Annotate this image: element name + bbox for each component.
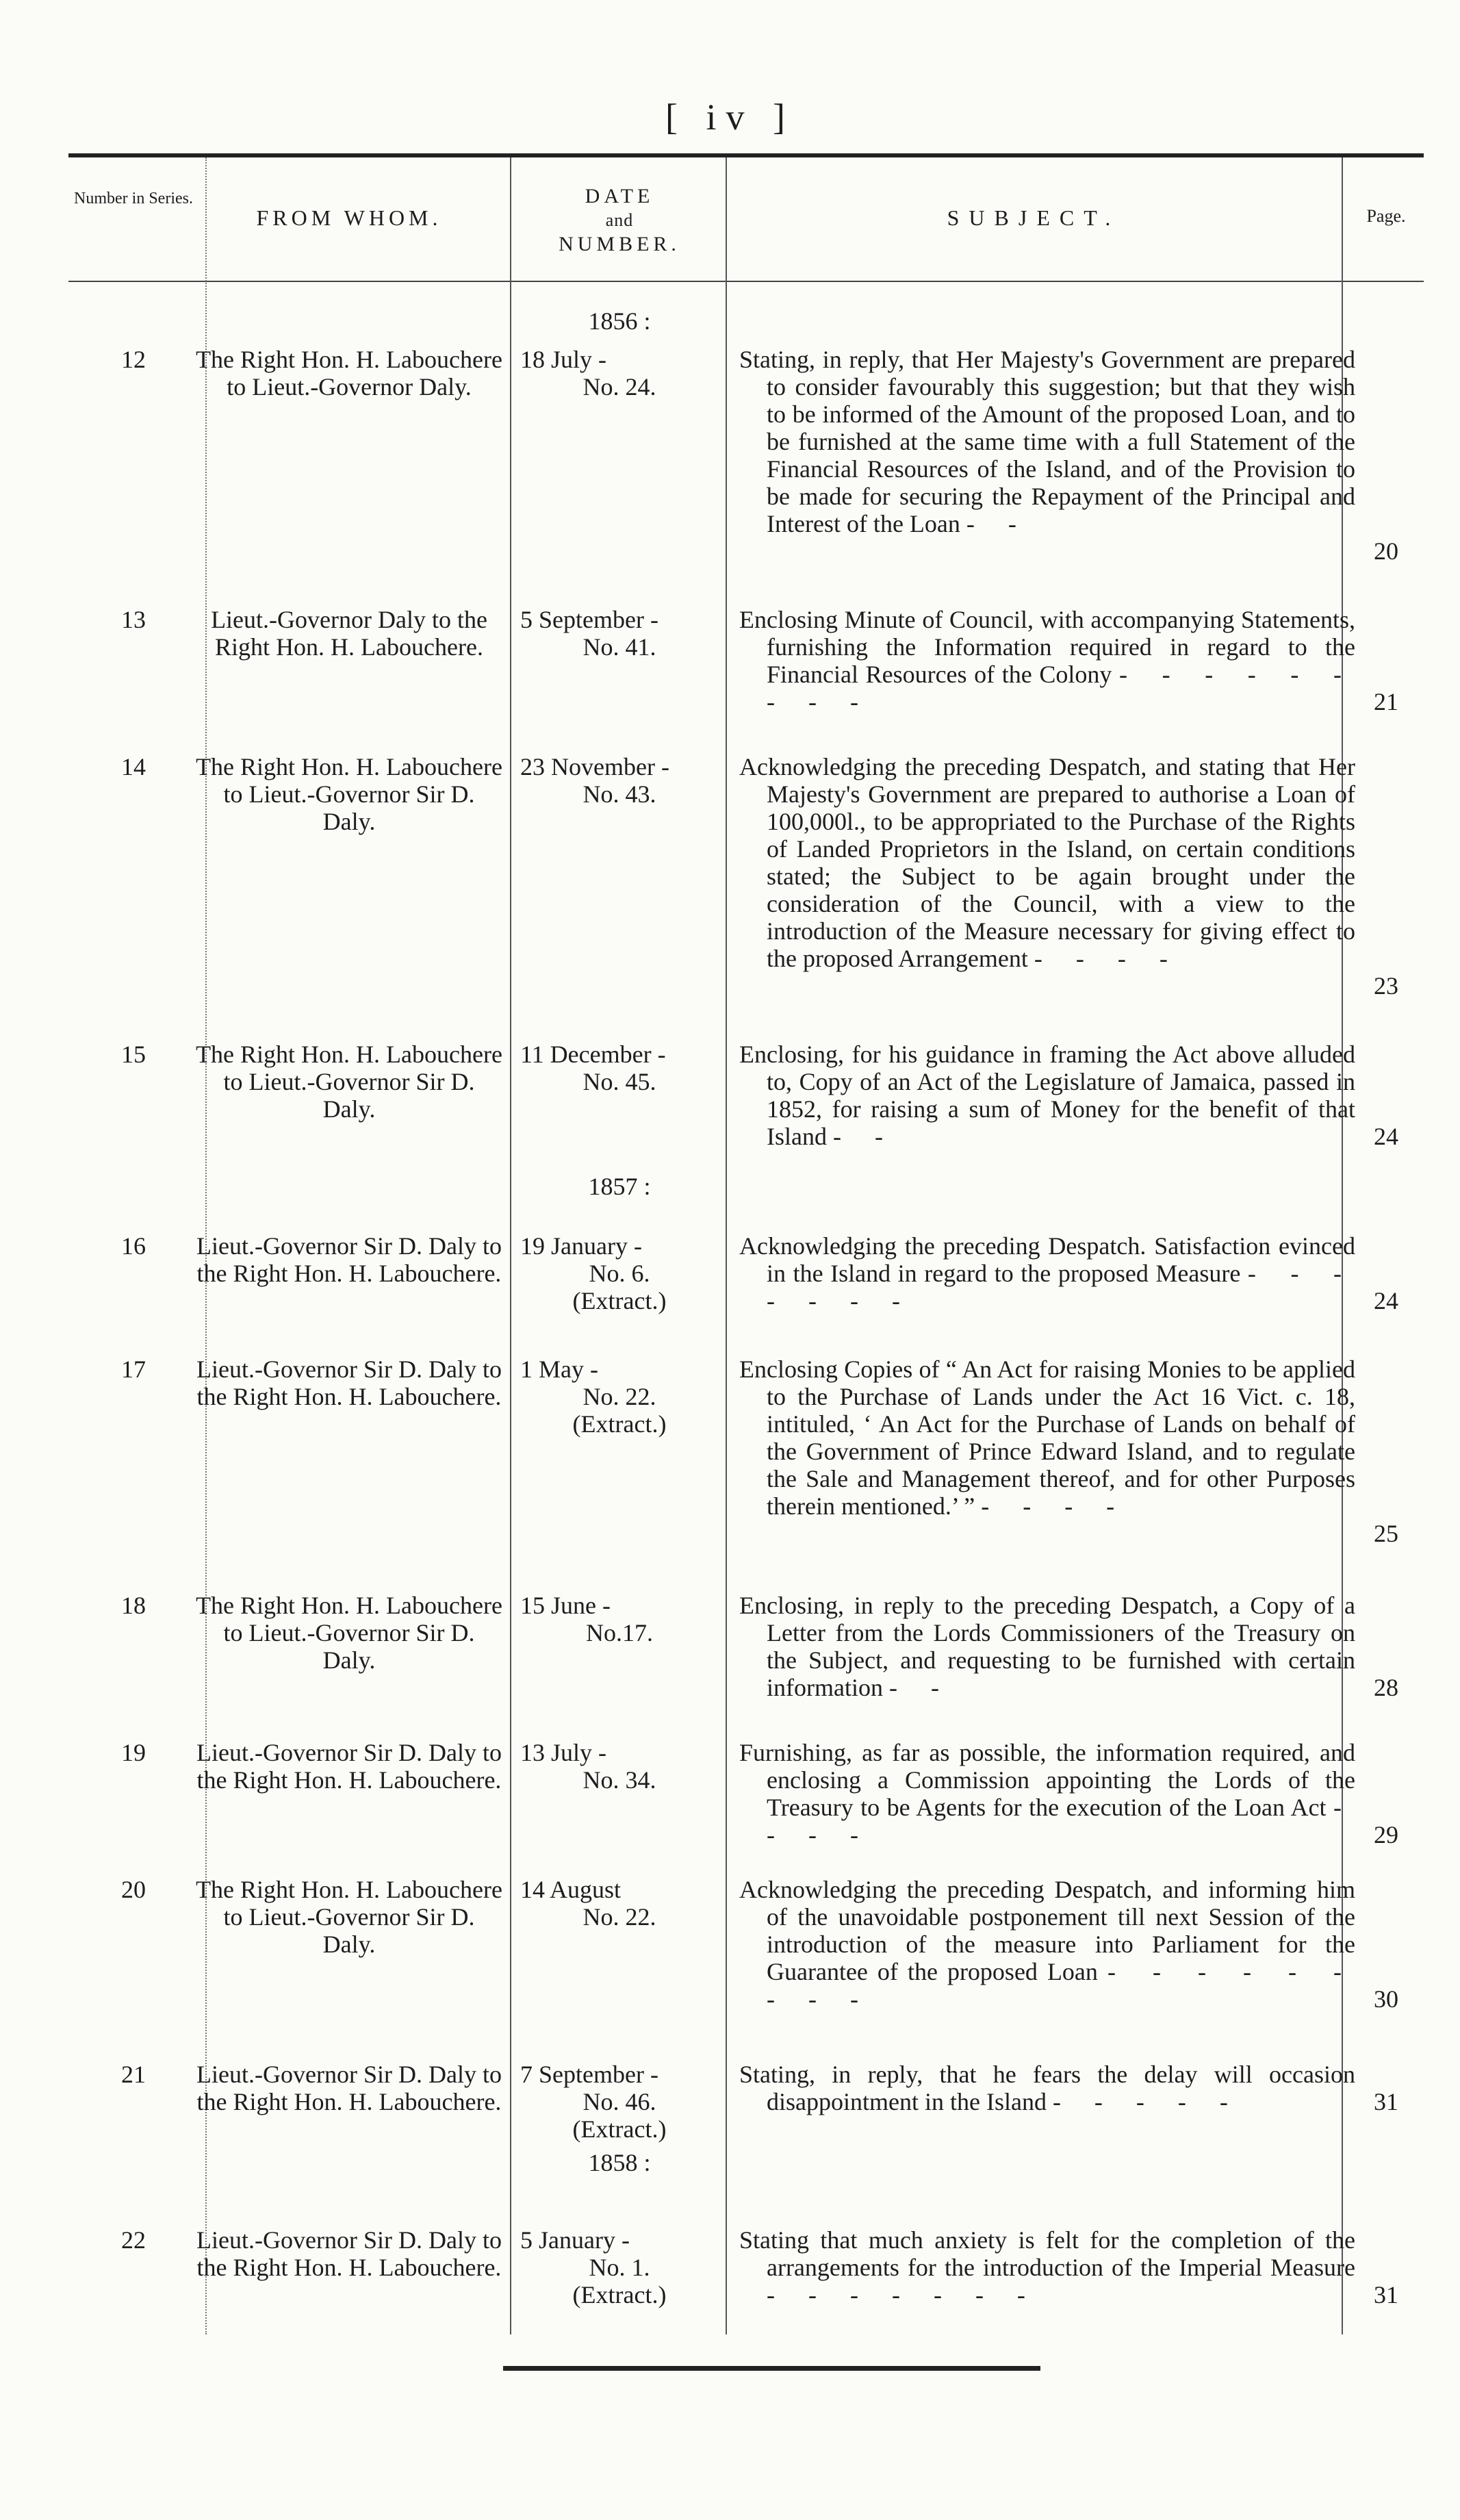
row-date-text: 19 January	[520, 1232, 628, 1260]
row-subject-text: Enclosing Copies of “ An Act for raising Monies to be applied to the Purchase of Lands under the Act 16 Vict. c. 18, intituled, ‘ An Act for the Purchase of Lands on behalf of the Government of Prince Edward Island, and to regulate the Sale and Management thereof, and for other Purposes therein mentioned.’ ”	[739, 1356, 1355, 1520]
row-page: 24	[1374, 1123, 1398, 1150]
row-extract-label: (Extract.)	[572, 1410, 667, 1438]
row-despatch-number: No.17.	[586, 1619, 653, 1646]
column-header-date-top: DATE	[585, 185, 654, 207]
row-date-text: 23 November	[520, 753, 655, 780]
row-number: 22	[121, 2226, 146, 2254]
row-date: 5 September - No. 41.	[520, 606, 719, 661]
row-date-text: 13 July	[520, 1739, 593, 1766]
row-page: 29	[1374, 1821, 1398, 1848]
year-heading: 1858 :	[588, 2149, 651, 2176]
row-subject-text: Acknowledging the preceding Despatch. Satisfaction evinced in the Island in regard to the proposed Measure	[739, 1232, 1355, 1287]
row-number: 20	[121, 1876, 146, 1903]
row-from: Lieut.-Governor Sir D. Daly to the Right Hon. H. Labouchere.	[196, 1739, 502, 1794]
row-from: Lieut.-Governor Sir D. Daly to the Right Hon. H. Labouchere.	[196, 1356, 502, 1410]
row-date: 15 June - No.17.	[520, 1592, 719, 1646]
row-number: 17	[121, 1356, 146, 1383]
row-subject-text: Stating that much anxiety is felt for the completion of the arrangements for the introduction of the Imperial Measure	[739, 2226, 1355, 2281]
row-page: 28	[1374, 1674, 1398, 1701]
row-subject: Enclosing, in reply to the preceding Despatch, a Copy of a Letter from the Lords Commissioners of the Treasury on the Subject, and requesting to be furnished with certain information - -	[739, 1592, 1355, 1701]
row-date: 7 September - No. 46. (Extract.)	[520, 2061, 719, 2143]
row-page: 25	[1374, 1520, 1398, 1547]
row-date: 5 January - No. 1. (Extract.)	[520, 2226, 719, 2308]
row-subject-text: Enclosing Minute of Council, with accompanying Statements, furnishing the Information required in regard to the Financial Resources of the Colony	[739, 606, 1355, 688]
row-subject-text: Stating, in reply, that Her Majesty's Government are prepared to consider favourably this suggestion; but that they wish to be informed of the Amount of the proposed Loan, and to be furnished at the same time with a full Statement of the Financial Resources of the Island, and of the Provision to be made for securing the Repayment of the Principal and Interest of the Loan	[739, 346, 1355, 537]
column-divider	[510, 157, 511, 2334]
row-page: 31	[1374, 2281, 1398, 2308]
row-date-text: 18 July	[520, 346, 593, 373]
row-number: 21	[121, 2061, 146, 2088]
row-despatch-number: No. 24.	[582, 373, 656, 400]
row-despatch-number: No. 41.	[582, 633, 656, 661]
row-from: The Right Hon. H. Labouchere to Lieut.-Governor Sir D. Daly.	[196, 1592, 502, 1674]
row-from: Lieut.-Governor Sir D. Daly to the Right Hon. H. Labouchere.	[196, 2226, 502, 2281]
row-number: 16	[121, 1232, 146, 1260]
row-subject-text: Furnishing, as far as possible, the information required, and enclosing a Commission appointing the Lords of the Treasury to be Agents for the execution of the Loan Act	[739, 1739, 1355, 1821]
row-despatch-number: No. 43.	[582, 780, 656, 808]
row-subject: Enclosing Minute of Council, with accompanying Statements, furnishing the Information required in regard to the Financial Resources of the Colony - - - - - - - - -	[739, 606, 1356, 715]
bottom-rule	[503, 2366, 1040, 2371]
row-subject: Acknowledging the preceding Despatch, and stating that Her Majesty's Government are prepared to authorise a Loan of 100,000l., to be appropriated to the Purchase of the Rights of Landed Proprietors in the Island, on certain conditions stated; the Subject to be again brought under the consideration of the Council, with a view to the introduction of the Measure necessary for giving effect to the proposed Arrangement - - - -	[739, 753, 1355, 972]
row-subject-text: Enclosing, for his guidance in framing the Act above alluded to, Copy of an Act of the Legislature of Jamaica, passed in 1852, for raising a sum of Money for the benefit of that Island	[739, 1041, 1355, 1150]
row-despatch-number: No. 34.	[582, 1766, 656, 1794]
column-header-subject: SUBJECT.	[947, 205, 1120, 230]
row-date: 13 July - No. 34.	[520, 1739, 719, 1794]
row-subject: Stating, in reply, that he fears the delay will occasion disappointment in the Island - - - - -	[739, 2061, 1355, 2115]
row-despatch-number: No. 6.	[589, 1260, 650, 1287]
row-page: 24	[1374, 1287, 1398, 1314]
column-header-page: Page.	[1366, 206, 1406, 226]
row-despatch-number: No. 45.	[582, 1068, 656, 1095]
row-extract-label: (Extract.)	[572, 1287, 667, 1314]
row-despatch-number: No. 46.	[582, 2088, 656, 2115]
row-despatch-number: No. 22.	[582, 1903, 656, 1931]
row-subject: Stating that much anxiety is felt for the completion of the arrangements for the introduction of the Imperial Measure - - - - - - -	[739, 2226, 1355, 2308]
row-from: The Right Hon. H. Labouchere to Lieut.-Governor Sir D. Daly.	[196, 1876, 502, 1958]
row-date: 11 December - No. 45.	[520, 1041, 719, 1095]
row-subject-text: Stating, in reply, that he fears the delay will occasion disappointment in the Island	[739, 2061, 1355, 2115]
row-number: 14	[121, 753, 146, 780]
page-number-header: [ iv ]	[665, 97, 795, 138]
row-from: Lieut.-Governor Sir D. Daly to the Right Hon. H. Labouchere.	[196, 2061, 502, 2115]
row-subject: Enclosing, for his guidance in framing the Act above alluded to, Copy of an Act of the Legislature of Jamaica, passed in 1852, for raising a sum of Money for the benefit of that Island - -	[739, 1041, 1355, 1150]
row-date: 1 May - No. 22. (Extract.)	[520, 1356, 719, 1438]
column-header-date-mid: and	[605, 209, 634, 230]
row-extract-label: (Extract.)	[572, 2281, 667, 2308]
row-from: Lieut.-Governor Sir D. Daly to the Right Hon. H. Labouchere.	[196, 1232, 502, 1287]
row-from: Lieut.-Governor Daly to the Right Hon. H. Labouchere.	[211, 606, 487, 661]
row-from: The Right Hon. H. Labouchere to Lieut.-Governor Sir D. Daly.	[196, 753, 502, 835]
year-heading: 1856 :	[588, 307, 651, 335]
row-date-text: 5 January	[520, 2226, 615, 2254]
row-page: 23	[1374, 972, 1398, 1000]
column-header-date	[517, 183, 722, 257]
row-date: 19 January - No. 6. (Extract.)	[520, 1232, 719, 1314]
row-number: 19	[121, 1739, 146, 1766]
header-rule	[68, 281, 1424, 282]
row-number: 15	[121, 1041, 146, 1068]
row-despatch-number: No. 22.	[582, 1383, 656, 1410]
column-divider	[726, 157, 727, 2334]
row-number: 13	[121, 606, 146, 633]
row-date-text: 5 September	[520, 606, 644, 633]
row-date: 23 November - No. 43.	[520, 753, 719, 808]
row-subject: Furnishing, as far as possible, the information required, and enclosing a Commission appointing the Lords of the Treasury to be Agents for the execution of the Loan Act - - - -	[739, 1739, 1356, 1848]
row-subject-text: Acknowledging the preceding Despatch, and informing him of the unavoidable postponement till next Session of the introduction of the measure into Parliament for the Guarantee of the proposed Loan	[739, 1876, 1355, 1985]
row-extract-label: (Extract.)	[572, 2115, 667, 2143]
row-subject-text: Enclosing, in reply to the preceding Despatch, a Copy of a Letter from the Lords Commissioners of the Treasury on the Subject, and requesting to be furnished with certain information	[739, 1592, 1355, 1701]
row-date-text: 11 December	[520, 1041, 652, 1068]
row-subject: Acknowledging the preceding Despatch, and informing him of the unavoidable postponement till next Session of the introduction of the measure into Parliament for the Guarantee of the proposed Loan - - - - - - - - -	[739, 1876, 1355, 2013]
row-subject-text: Acknowledging the preceding Despatch, and stating that Her Majesty's Government are prepared to authorise a Loan of 100,000l., to be appropriated to the Purchase of the Rights of Landed Proprietors in the Island, on certain conditions stated; the Subject to be again brought under the consideration of the Council, with a view to the introduction of the Measure necessary for giving effect to the proposed Arrangement	[739, 753, 1355, 972]
column-header-number: Number in Series.	[74, 190, 193, 207]
row-page: 30	[1374, 1985, 1398, 2013]
row-date-text: 1 May	[520, 1356, 584, 1383]
row-subject: Stating, in reply, that Her Majesty's Government are prepared to consider favourably this suggestion; but that they wish to be informed of the Amount of the proposed Loan, and to be furnished at the same time with a full Statement of the Financial Resources of the Island, and of the Provision to be made for securing the Repayment of the Principal and Interest of the Loan - -	[739, 346, 1355, 537]
row-number: 12	[121, 346, 146, 373]
row-subject: Acknowledging the preceding Despatch. Satisfaction evinced in the Island in regard to the proposed Measure - - - - - - -	[739, 1232, 1356, 1314]
row-date-text: 14 August	[520, 1876, 622, 1903]
row-from: The Right Hon. H. Labouchere to Lieut.-Governor Sir D. Daly.	[196, 1041, 502, 1123]
row-date	[520, 1876, 719, 1931]
year-heading: 1857 :	[588, 1173, 651, 1200]
column-header-from: FROM WHOM.	[256, 205, 442, 230]
row-despatch-number: No. 1.	[589, 2254, 650, 2281]
row-page: 31	[1374, 2088, 1398, 2115]
row-number: 18	[121, 1592, 146, 1619]
row-date: 18 July - No. 24.	[520, 346, 719, 400]
row-date-text: 15 June	[520, 1592, 596, 1619]
column-header-date-bottom: NUMBER.	[559, 233, 680, 255]
row-date-text: 7 September	[520, 2061, 644, 2088]
row-subject: Enclosing Copies of “ An Act for raising Monies to be applied to the Purchase of Lands under the Act 16 Vict. c. 18, intituled, ‘ An Act for the Purchase of Lands on behalf of the Government of Prince Edward Island, and to regulate the Sale and Management thereof, and for other Purposes therein mentioned.’ ” - - - -	[739, 1356, 1355, 1520]
row-page: 20	[1374, 537, 1398, 565]
row-from: The Right Hon. H. Labouchere to Lieut.-Governor Daly.	[196, 346, 502, 400]
row-page: 21	[1374, 688, 1398, 715]
top-rule	[68, 153, 1424, 157]
